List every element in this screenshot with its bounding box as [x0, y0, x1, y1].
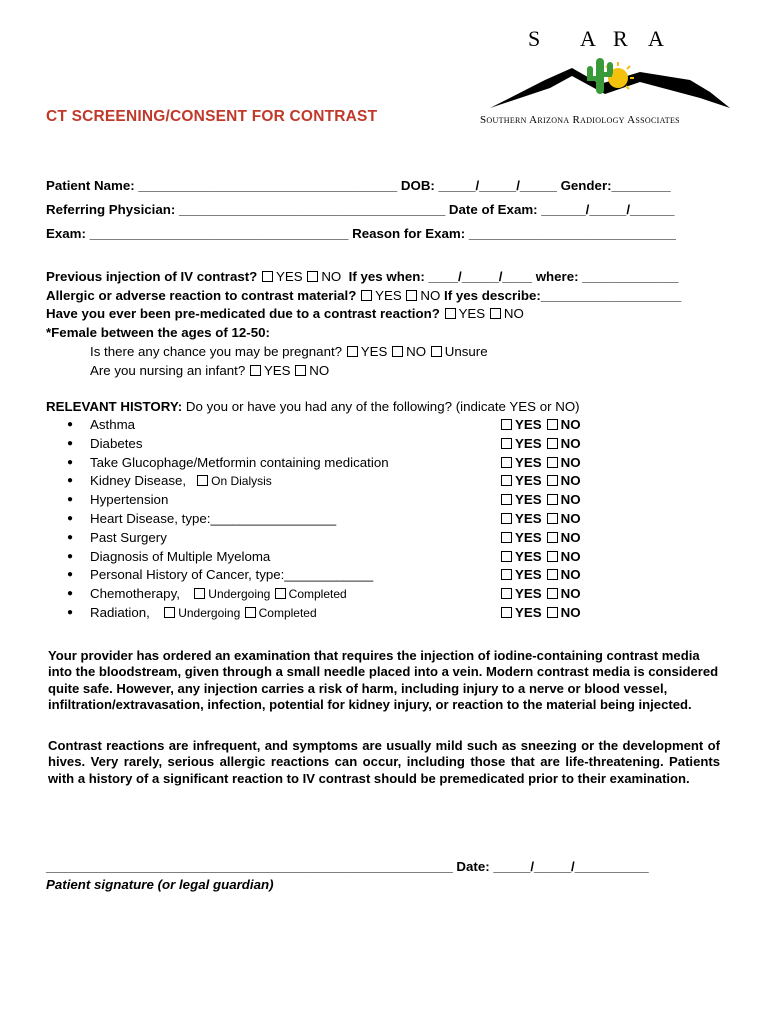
no-label: NO: [560, 586, 581, 602]
page-title: CT SCREENING/CONSENT FOR CONTRAST: [46, 108, 378, 125]
history-yes-no: [500, 455, 581, 470]
checkbox-history-yes[interactable]: [501, 569, 512, 580]
no-label: NO: [560, 548, 581, 564]
logo-letter-s: S: [528, 26, 541, 51]
history-bullet: ●: [67, 607, 74, 618]
checkbox-previous-yes[interactable]: [262, 271, 273, 282]
checkbox-history-yes[interactable]: [501, 475, 512, 486]
checkbox-nursing-no[interactable]: [295, 365, 306, 376]
question-previous-contrast: Previous injection of IV contrast? YES NO If yes when: ____/_____/____ where: _____________: [46, 269, 679, 284]
question-nursing: Are you nursing an infant? YES NO: [90, 363, 330, 378]
history-yes-no: [500, 549, 581, 564]
no-label: NO: [560, 492, 581, 508]
history-bullet: ●: [67, 437, 74, 449]
history-item-text: Radiation,: [90, 605, 150, 620]
logo-letter-a1: A: [580, 26, 596, 51]
history-item-label: [90, 417, 135, 432]
signature-caption: Patient signature (or legal guardian): [46, 877, 274, 892]
history-item-text: Diagnosis of Multiple Myeloma: [90, 548, 271, 564]
history-bullet: ●: [67, 475, 74, 487]
history-yes-no: [500, 417, 581, 432]
history-item-label: [90, 586, 347, 601]
history-heading: RELEVANT HISTORY: Do you or have you had any of the following? (indicate YES or NO): [46, 399, 580, 414]
checkbox-history-yes[interactable]: [501, 607, 512, 618]
checkbox-nursing-yes[interactable]: [250, 365, 261, 376]
history-item-text: Heart Disease, type:_________________: [90, 511, 337, 526]
history-item-label: [90, 549, 270, 564]
yes-label: YES: [515, 417, 542, 432]
checkbox-history-yes[interactable]: [501, 532, 512, 543]
signature-date-line[interactable]: _______________________________________________________ Date: _____/_____/__________: [46, 859, 649, 874]
yes-label: YES: [515, 548, 542, 564]
checkbox-allergic-yes[interactable]: [361, 290, 372, 301]
history-bullet: ●: [67, 494, 74, 506]
no-label: NO: [560, 529, 581, 545]
checkbox-history-yes[interactable]: [501, 457, 512, 468]
history-bullet: ●: [67, 550, 74, 562]
contrast-reactions-paragraph: Contrast reactions are infrequent, and symptoms are usually mild such as sneezing or the development of hives. Very rarely, serious allergic reactions can occur, including those that are life-threatening. Patients with a history of a significant reaction to IV contrast should be premedicated prior to their examination.: [48, 738, 720, 786]
history-yes-no: [500, 605, 581, 620]
checkbox-history-yes[interactable]: [501, 551, 512, 562]
history-item-text: Kidney Disease,: [90, 473, 187, 489]
patient-info-line-1[interactable]: Patient Name: ___________________________________ DOB: _____/_____/_____ Gender:________: [46, 178, 671, 193]
history-item-label: [90, 473, 272, 488]
checkbox-history-yes[interactable]: [501, 419, 512, 430]
history-item-label: [90, 511, 336, 526]
checkbox-undergoing[interactable]: [194, 588, 205, 599]
history-item-label: [90, 530, 167, 545]
history-item-label: [90, 567, 373, 582]
history-item-text: Take Glucophage/Metformin containing medication: [90, 454, 389, 470]
no-label: NO: [560, 473, 581, 489]
checkbox-history-yes[interactable]: [501, 494, 512, 505]
history-item-label: [90, 455, 389, 470]
checkbox-undergoing[interactable]: [164, 607, 175, 618]
yes-label: YES: [515, 473, 542, 489]
history-item-text: Hypertension: [90, 492, 169, 508]
checkbox-pregnant-no[interactable]: [392, 346, 403, 357]
history-item-text: Diabetes: [90, 435, 143, 451]
checkbox-history-no[interactable]: [547, 438, 558, 449]
logo-subtitle: Southern Arizona Radiology Associates: [480, 114, 680, 126]
checkbox-history-no[interactable]: [547, 551, 558, 562]
history-yes-no: [500, 436, 581, 451]
checkbox-previous-no[interactable]: [307, 271, 318, 282]
checkbox-history-no[interactable]: [547, 475, 558, 486]
checkbox-history-no[interactable]: [547, 494, 558, 505]
no-label: NO: [560, 435, 581, 451]
patient-info-line-2[interactable]: Referring Physician: ____________________________________ Date of Exam: ______/_____/______: [46, 202, 675, 217]
history-yes-no: [500, 473, 581, 488]
completed-label: Completed: [288, 587, 347, 602]
checkbox-history-no[interactable]: [547, 588, 558, 599]
question-premedicated: Have you ever been pre-medicated due to a contrast reaction? YES NO: [46, 306, 524, 321]
checkbox-completed[interactable]: [245, 607, 256, 618]
checkbox-history-no[interactable]: [547, 513, 558, 524]
yes-label: YES: [515, 529, 542, 545]
history-yes-no: [500, 530, 581, 545]
history-item-text: Chemotherapy,: [90, 586, 180, 602]
yes-label: YES: [515, 454, 542, 470]
on-dialysis-label: On Dialysis: [211, 474, 272, 489]
completed-label: Completed: [258, 606, 317, 620]
checkbox-allergic-no[interactable]: [406, 290, 417, 301]
logo-letter-r: R: [613, 26, 628, 51]
logo-letter-a2: A: [648, 26, 664, 51]
no-label: NO: [560, 417, 581, 432]
checkbox-history-no[interactable]: [547, 419, 558, 430]
history-yes-no: [500, 492, 581, 507]
logo: [470, 20, 730, 130]
history-yes-no: [500, 586, 581, 601]
female-heading: *Female between the ages of 12-50:: [46, 325, 270, 340]
no-label: NO: [560, 511, 581, 526]
no-label: NO: [560, 567, 581, 583]
history-item-label: [90, 605, 317, 620]
yes-label: YES: [515, 492, 542, 508]
yes-label: YES: [515, 435, 542, 451]
checkbox-history-no[interactable]: [547, 457, 558, 468]
checkbox-pregnant-unsure[interactable]: [431, 346, 442, 357]
history-bullet: ●: [67, 531, 74, 543]
undergoing-label: Undergoing: [208, 587, 271, 602]
checkbox-history-no[interactable]: [547, 569, 558, 580]
history-yes-no: [500, 567, 581, 582]
history-item-label: [90, 436, 142, 451]
contrast-info-paragraph: Your provider has ordered an examination that requires the injection of iodine-containing contrast media into the bloodstream, given through a small needle placed into a vein. Modern contrast media is considered quite safe. However, any injection carries a risk of harm, including injury to a nerve or blood vessel, infiltration/extravasation, infection, potential for kidney injury, or reaction to the material being injected.: [48, 648, 719, 712]
history-yes-no: [500, 511, 581, 526]
checkbox-history-yes[interactable]: [501, 588, 512, 599]
history-bullet: ●: [67, 456, 74, 468]
history-bullet: ●: [67, 588, 74, 600]
no-label: NO: [560, 605, 581, 620]
patient-info-line-3[interactable]: Exam: ___________________________________ Reason for Exam: ____________________________: [46, 226, 676, 241]
no-label: NO: [560, 454, 581, 470]
logo-mountain-cactus-graphic: [490, 50, 730, 110]
history-bullet: ●: [67, 513, 74, 524]
history-item-label: [90, 492, 168, 507]
history-item-text: Personal History of Cancer, type:____________: [90, 567, 374, 583]
checkbox-premedicated-no[interactable]: [490, 308, 501, 319]
checkbox-premedicated-yes[interactable]: [445, 308, 456, 319]
checkbox-history-yes[interactable]: [501, 513, 512, 524]
undergoing-label: Undergoing: [178, 606, 241, 620]
yes-label: YES: [515, 511, 542, 526]
checkbox-history-yes[interactable]: [501, 438, 512, 449]
question-pregnant: Is there any chance you may be pregnant? YES NO Unsure: [90, 344, 488, 359]
checkbox-pregnant-yes[interactable]: [347, 346, 358, 357]
history-item-text: Asthma: [90, 417, 136, 432]
yes-label: YES: [515, 605, 542, 620]
checkbox-completed[interactable]: [275, 588, 286, 599]
yes-label: YES: [515, 567, 542, 583]
question-allergic-reaction: Allergic or adverse reaction to contrast material? YES NO If yes describe:___________________: [46, 288, 682, 303]
history-item-text: Past Surgery: [90, 529, 167, 545]
checkbox-on-dialysis[interactable]: [197, 475, 208, 486]
history-bullet: ●: [67, 569, 74, 581]
history-bullet: ●: [67, 419, 74, 430]
checkbox-history-no[interactable]: [547, 607, 558, 618]
yes-label: YES: [515, 586, 542, 602]
checkbox-history-no[interactable]: [547, 532, 558, 543]
